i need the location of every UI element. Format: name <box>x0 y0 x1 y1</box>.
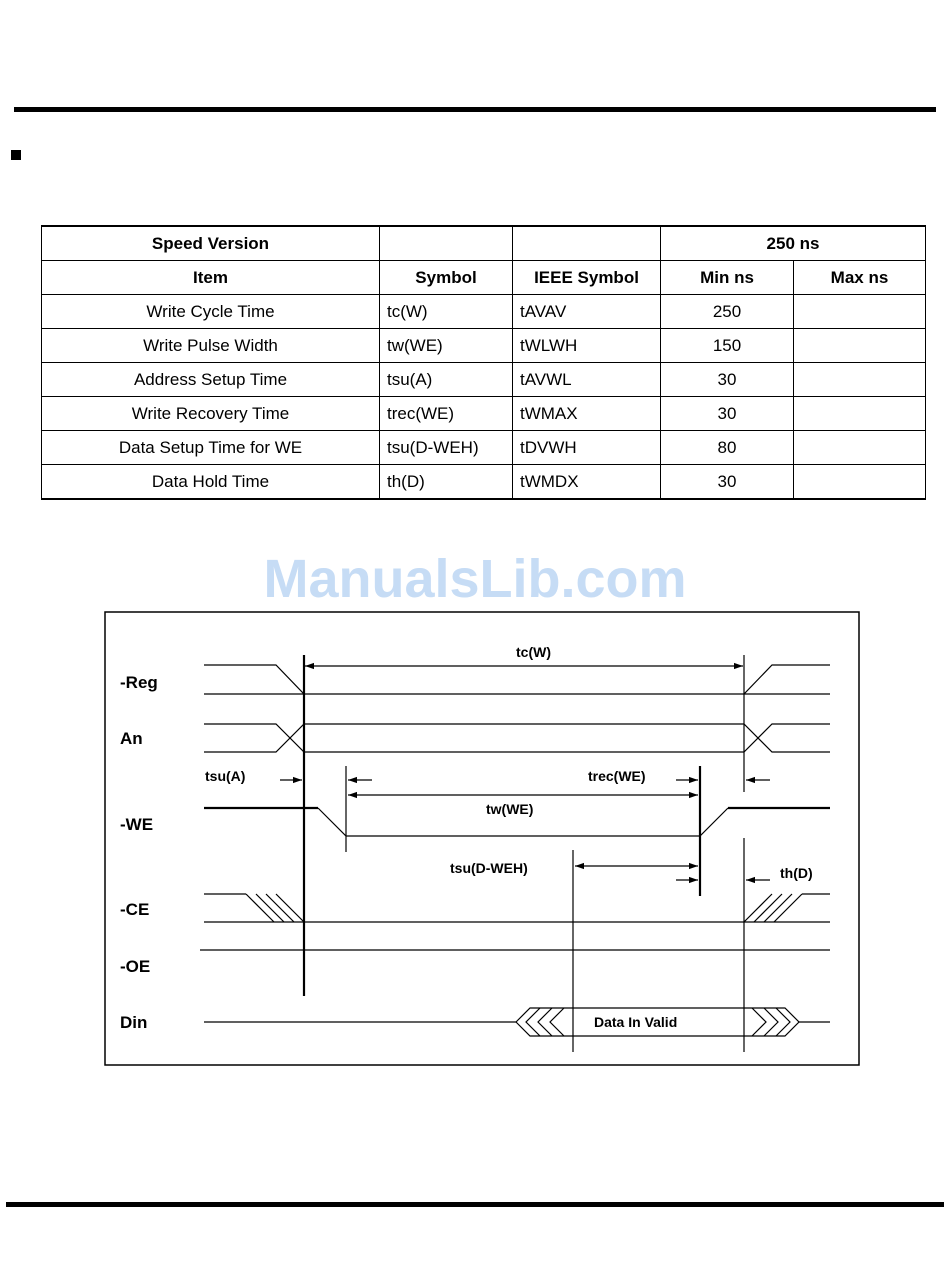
header-ieee-symbol: IEEE Symbol <box>513 261 661 295</box>
th-label: th(D) <box>780 865 813 881</box>
speed-version-label: Speed Version <box>42 226 380 261</box>
tsu-a-label: tsu(A) <box>205 768 246 784</box>
data-in-valid-label: Data In Valid <box>594 1014 678 1030</box>
tsu-d-label: tsu(D-WEH) <box>450 860 528 876</box>
table-row: Data Hold Time th(D) tWMDX 30 <box>42 465 926 500</box>
reg-waveform <box>204 665 830 694</box>
table-row: Write Cycle Time tc(W) tAVAV 250 <box>42 295 926 329</box>
diagram-frame <box>105 612 859 1065</box>
reference-lines <box>304 655 744 1052</box>
an-waveform <box>204 724 830 752</box>
signal-label-oe: -OE <box>120 957 151 976</box>
speed-value: 250 ns <box>661 226 926 261</box>
ce-waveform <box>204 894 830 922</box>
header-min: Min ns <box>661 261 794 295</box>
tc-label: tc(W) <box>516 644 551 660</box>
header-item: Item <box>42 261 380 295</box>
table-row: Address Setup Time tsu(A) tAVWL 30 <box>42 363 926 397</box>
tw-label: tw(WE) <box>486 801 534 817</box>
table-row: Data Setup Time for WE tsu(D-WEH) tDVWH 80 <box>42 431 926 465</box>
bottom-rule <box>6 1202 944 1207</box>
header-symbol: Symbol <box>380 261 513 295</box>
signal-label-an: An <box>120 729 143 748</box>
signal-label-ce: -CE <box>120 900 150 919</box>
table-row: Write Recovery Time trec(WE) tWMAX 30 <box>42 397 926 431</box>
signal-label-we: -WE <box>120 815 154 834</box>
header-max: Max ns <box>794 261 926 295</box>
signal-label-din: Din <box>120 1013 148 1032</box>
signal-label-reg: -Reg <box>120 673 158 692</box>
trec-label: trec(WE) <box>588 768 646 784</box>
table-row: Write Pulse Width tw(WE) tWLWH 150 <box>42 329 926 363</box>
watermark: ManualsLib.com <box>263 549 687 609</box>
din-waveform <box>204 1008 830 1036</box>
